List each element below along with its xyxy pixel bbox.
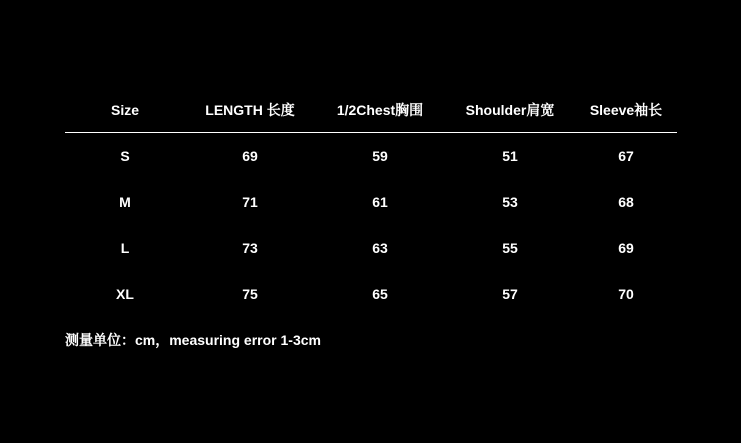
column-header-shoulder: Shoulder肩宽 (445, 90, 575, 133)
cell-sleeve: 67 (618, 148, 634, 164)
column-header-length: LENGTH 长度 (185, 90, 315, 133)
column-header-size: Size (65, 90, 185, 133)
measurement-note: 测量单位：cm，measuring error 1-3cm (65, 332, 321, 348)
cell-sleeve: 69 (618, 240, 634, 256)
cell-length: 75 (242, 286, 258, 302)
table-header (65, 90, 677, 133)
cell-sleeve: 68 (618, 194, 634, 210)
size-chart-table (65, 90, 677, 317)
cell-chest: 61 (372, 194, 388, 210)
cell-shoulder: 55 (502, 240, 518, 256)
cell-length: 71 (242, 194, 258, 210)
table-row (65, 133, 677, 180)
cell-size: L (120, 240, 130, 256)
cell-chest: 63 (372, 240, 388, 256)
column-header-chest: 1/2Chest胸围 (315, 90, 445, 133)
table-body (65, 133, 677, 318)
cell-size: S (120, 148, 130, 164)
cell-shoulder: 51 (502, 148, 518, 164)
cell-sleeve: 70 (618, 286, 634, 302)
cell-shoulder: 53 (502, 194, 518, 210)
table-header-row (65, 90, 677, 133)
table-row (65, 179, 677, 225)
table-row (65, 225, 677, 271)
table-row (65, 271, 677, 317)
cell-length: 73 (242, 240, 258, 256)
cell-chest: 65 (372, 286, 388, 302)
cell-size: M (119, 194, 131, 210)
cell-chest: 59 (372, 148, 388, 164)
cell-size: XL (116, 286, 134, 302)
cell-length: 69 (242, 148, 258, 164)
column-header-sleeve: Sleeve袖长 (575, 90, 677, 133)
cell-shoulder: 57 (502, 286, 518, 302)
